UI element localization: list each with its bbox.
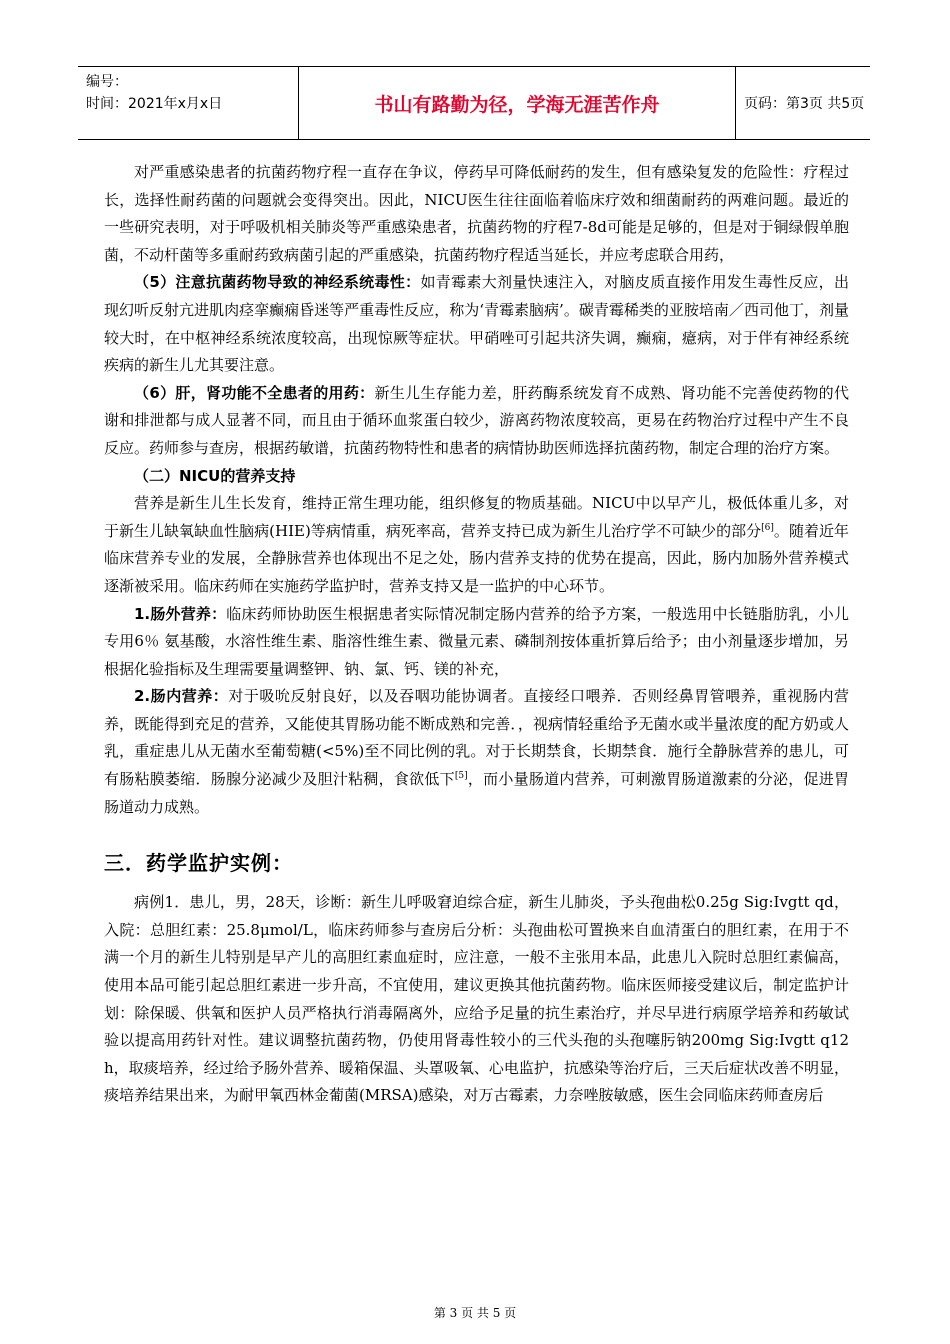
paragraph-nutrition-intro — [104, 490, 849, 600]
page-footer: 第 3 页 共 5 页 — [433, 1306, 517, 1320]
serial-label: 编号： — [86, 74, 128, 90]
page-header — [78, 66, 870, 140]
section-heading-nutrition: （二）NICU的营养支持 — [134, 466, 296, 485]
paragraph-case-1: 病例1．患儿，男，28天，诊断：新生儿呼吸窘迫综合症，新生儿肺炎，予头孢曲松0.25g Sig:Ivgtt qd，入院：总胆红素：25.8μmol/L，临床药师参与查房后分析：头孢曲松可置换来自血清蛋白的胆红素，在用于不满一个月的新生儿特别是早产儿的高胆红素血症时，应注意，一般不主张用本品，此患儿入院时总胆红素偏高，使用本品可能引起总胆红素进一步升高，不宜使用，建议更换其他抗菌药物。临床医师接受建议后，制定监护计划：除保暖、供氧和医护人员严格执行消毒隔离外，应给予足量的抗生素治疗，并尽早进行病原学培养和药敏试验以提高用药针对性。建议调整抗菌药物，仍使用肾毒性较小的三代头孢的头孢噻肟钠200mg Sig:Ivgtt q12h，取痰培养，经过给予肠外营养、暖箱保温、头罩吸氧、心电监护，抗感染等治疗后，三天后症状改善不明显，痰培养结果出来，为耐甲氧西林金葡菌(MRSA)感染，对万古霉素，力奈唑胺敏感，医生会同临床药师查房后 — [104, 893, 849, 1105]
section-heading-cases: 三．药学监护实例： — [104, 851, 293, 876]
header-page-info: 页码：第3页 共5页 — [744, 96, 865, 112]
paragraph-neurotoxicity — [104, 269, 849, 379]
date-label: 时间：2021年x月x日 — [86, 96, 223, 112]
text-liver-kidney: 新生儿生存能力差，肝药酶系统发育不成熟、肾功能不完善使药物的代谢和排泄都与成人显著不同，而且由于循环血浆蛋白较少，游离药物浓度较高，更易在药物治疗过程中产生不良反应。药师参与查房，根据药敏谱，抗菌药物特性和患者的病情协助医师选择抗菌药物，制定合理的治疗方案。 — [104, 383, 849, 457]
paragraph-parenteral — [104, 601, 849, 684]
heading-parenteral: 1.肠外营养： — [134, 604, 227, 623]
heading-neurotoxicity: （5）注意抗菌药物导致的神经系统毒性： — [134, 273, 421, 292]
heading-enteral: 2.肠内营养： — [134, 687, 229, 706]
header-motto: 书山有路勤为径，学海无涯苦作舟 — [299, 67, 736, 139]
text-enteral-a: 对于吸吮反射良好，以及吞咽功能协调者。直接经口喂养．否则经鼻胃管喂养，重视肠内营养，既能得到充足的营养，又能使其胃肠功能不断成熟和完善．，视病情轻重给予无菌水或半量浓度的配方奶或人乳，重症患儿从无菌水至葡萄糖(<5%)至不同比例的乳。对于长期禁食，长期禁食．施行全静脉营养的患儿，可有肠粘膜萎缩．肠腺分泌减少及胆汁粘稠，食欲低下 — [104, 687, 849, 789]
text-parenteral: 临床药师协助医生根据患者实际情况制定肠内营养的给予方案，一般选用中长链脂肪乳，小儿专用6％ 氨基酸，水溶性维生素、脂溶性维生素、微量元素、磷制剂按体重折算后给予；由小剂量逐步增加，另根据化验指标及生理需要量调整钾、钠、氯、钙、镁的补充， — [104, 604, 849, 678]
citation-6: [6] — [761, 522, 774, 533]
text-neurotoxicity: 如青霉素大剂量快速注入，对脑皮质直接作用发生毒性反应，出现幻听反射亢进肌肉痉挛癫痫昏迷等严重毒性反应，称为‘青霉素脑病’。碳青霉稀类的亚胺培南／西司他丁，剂量较大时，在中枢神经系统浓度较高，出现惊厥等症状。甲硝唑可引起共济失调，癫痫，癔病，对于伴有神经系统疾病的新生儿尤其要注意。 — [104, 273, 849, 375]
paragraph-liver-kidney — [104, 380, 849, 463]
paragraph-enteral — [104, 683, 849, 821]
text-nutrition-a: 营养是新生儿生长发育，维持正常生理功能，组织修复的物质基础。NICU中以早产儿，极低体重儿多，对于新生儿缺氧缺血性脑病(HIE)等病情重，病死率高，营养支持已成为新生儿治疗学不可缺少的部分 — [104, 494, 849, 540]
text-nutrition-b: 。随着近年临床营养专业的发展，全静脉营养也体现出不足之处，肠内营养支持的优势在提高，因此，肠内加肠外营养模式逐渐被采用。临床药师在实施药学监护时，营养支持又是一监护的中心环节。 — [104, 521, 849, 595]
heading-liver-kidney: （6）肝，肾功能不全患者的用药： — [134, 383, 375, 402]
document-body — [104, 159, 849, 1110]
text-enteral-b: ，而小量肠道内营养，可刺激胃肠道激素的分泌，促进胃肠道动力成熟。 — [104, 770, 849, 816]
citation-5: [5] — [454, 771, 468, 782]
header-meta — [78, 67, 299, 139]
paragraph-antibiotic-course: 对严重感染患者的抗菌药物疗程一直存在争议，停药早可降低耐药的发生，但有感染复发的危险性：疗程过长，选择性耐药菌的问题就会变得突出。因此，NICU医生往往面临着临床疗效和细菌耐药的两难问题。最近的一些研究表明，对于呼吸机相关肺炎等严重感染患者，抗菌药物的疗程7-8d可能是足够的，但是对于铜绿假单胞菌，不动杆菌等多重耐药致病菌引起的严重感染，抗菌药物疗程适当延长，并应考虑联合用药， — [104, 163, 849, 264]
